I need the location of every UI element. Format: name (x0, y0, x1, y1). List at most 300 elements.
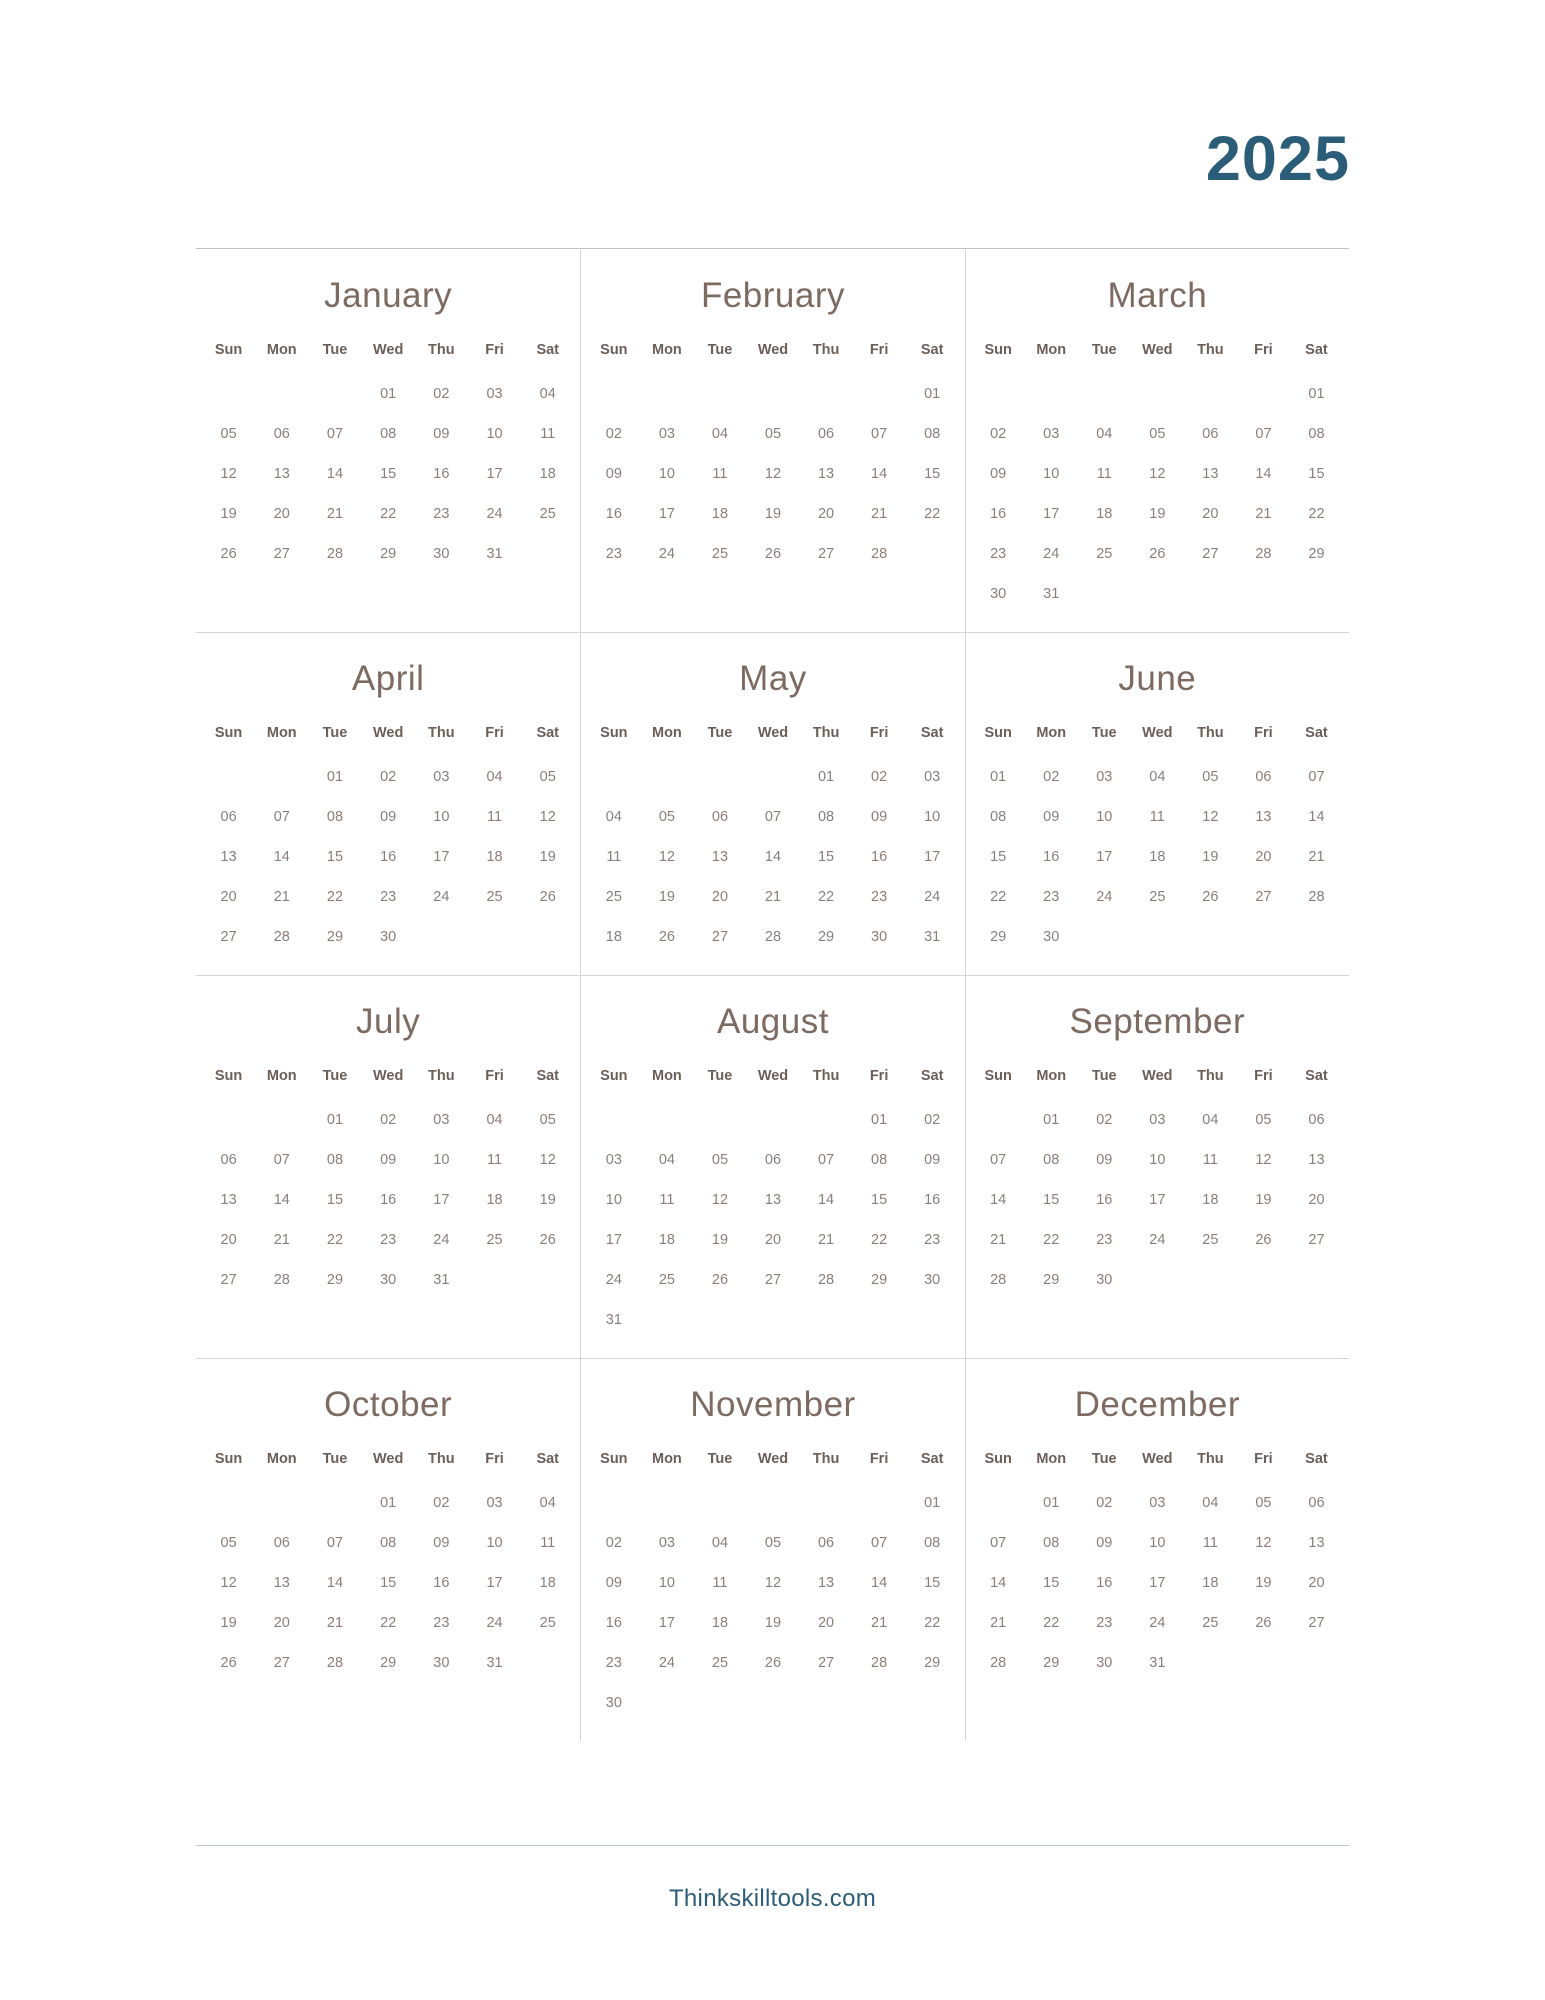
day-cell[interactable]: 22 (924, 506, 941, 522)
day-cell[interactable]: 28 (817, 1272, 835, 1288)
day-cell[interactable]: 09 (1096, 1152, 1113, 1168)
day-cell[interactable]: 19 (1255, 1575, 1272, 1591)
day-cell[interactable]: 29 (924, 1655, 941, 1671)
day-cell[interactable]: 30 (871, 929, 888, 945)
footer-link[interactable]: Thinkskilltools.com (668, 1885, 877, 1912)
day-cell[interactable]: 14 (871, 1575, 888, 1591)
day-cell[interactable]: 30 (1043, 929, 1060, 945)
day-cell[interactable]: 12 (1255, 1535, 1272, 1551)
day-cell[interactable]: 06 (220, 809, 237, 825)
day-cell[interactable]: 17 (433, 1192, 450, 1208)
day-cell[interactable]: 29 (380, 1655, 397, 1671)
day-cell[interactable]: 02 (433, 1495, 450, 1511)
day-cell[interactable]: 15 (380, 466, 397, 482)
day-cell[interactable]: 01 (1308, 386, 1325, 402)
day-cell[interactable]: 18 (1202, 1575, 1219, 1591)
day-cell[interactable]: 27 (817, 1655, 835, 1671)
day-cell[interactable]: 07 (871, 1535, 888, 1551)
day-cell[interactable]: 03 (1149, 1495, 1166, 1511)
day-cell[interactable]: 07 (817, 1152, 835, 1168)
day-cell[interactable]: 12 (1255, 1152, 1272, 1168)
day-cell[interactable]: 17 (486, 466, 503, 482)
day-cell[interactable]: 04 (605, 809, 622, 825)
day-cell[interactable]: 10 (1149, 1535, 1166, 1551)
day-cell[interactable]: 19 (1149, 506, 1166, 522)
day-cell[interactable]: 22 (817, 889, 835, 905)
day-cell[interactable]: 20 (817, 506, 835, 522)
day-cell[interactable]: 05 (1149, 426, 1166, 442)
day-cell[interactable]: 21 (273, 889, 290, 905)
day-cell[interactable]: 27 (1202, 546, 1219, 562)
day-cell[interactable]: 22 (990, 889, 1007, 905)
day-cell[interactable]: 26 (1149, 546, 1166, 562)
day-cell[interactable]: 25 (1202, 1615, 1219, 1631)
day-cell[interactable]: 26 (1255, 1232, 1272, 1248)
day-cell[interactable]: 12 (539, 1152, 556, 1168)
day-cell[interactable]: 21 (326, 506, 344, 522)
day-cell[interactable]: 01 (326, 1112, 344, 1128)
day-cell[interactable]: 25 (1096, 546, 1113, 562)
day-cell[interactable]: 01 (380, 386, 397, 402)
day-cell[interactable]: 20 (764, 1232, 782, 1248)
day-cell[interactable]: 18 (711, 1615, 729, 1631)
day-cell[interactable]: 29 (1308, 546, 1325, 562)
day-cell[interactable]: 27 (1255, 889, 1272, 905)
day-cell[interactable]: 01 (871, 1112, 888, 1128)
day-cell[interactable]: 07 (273, 809, 290, 825)
day-cell[interactable]: 06 (711, 809, 729, 825)
day-cell[interactable]: 19 (764, 1615, 782, 1631)
day-cell[interactable]: 16 (605, 1615, 622, 1631)
day-cell[interactable]: 20 (1202, 506, 1219, 522)
day-cell[interactable]: 12 (658, 849, 675, 865)
day-cell[interactable]: 26 (539, 1232, 556, 1248)
day-cell[interactable]: 31 (605, 1312, 622, 1328)
day-cell[interactable]: 05 (1202, 769, 1219, 785)
day-cell[interactable]: 12 (764, 1575, 782, 1591)
day-cell[interactable]: 24 (1149, 1232, 1166, 1248)
day-cell[interactable]: 16 (871, 849, 888, 865)
day-cell[interactable]: 30 (1096, 1272, 1113, 1288)
day-cell[interactable]: 13 (273, 466, 290, 482)
day-cell[interactable]: 27 (273, 1655, 290, 1671)
day-cell[interactable]: 11 (712, 1575, 728, 1591)
day-cell[interactable]: 25 (539, 1615, 556, 1631)
day-cell[interactable]: 16 (924, 1192, 941, 1208)
day-cell[interactable]: 21 (273, 1232, 290, 1248)
day-cell[interactable]: 04 (711, 1535, 729, 1551)
day-cell[interactable]: 18 (1149, 849, 1166, 865)
day-cell[interactable]: 24 (658, 546, 675, 562)
day-cell[interactable]: 13 (1202, 466, 1219, 482)
day-cell[interactable]: 09 (871, 809, 888, 825)
day-cell[interactable]: 04 (539, 386, 556, 402)
day-cell[interactable]: 03 (486, 386, 503, 402)
day-cell[interactable]: 15 (1308, 466, 1325, 482)
day-cell[interactable]: 04 (539, 1495, 556, 1511)
day-cell[interactable]: 04 (486, 769, 503, 785)
day-cell[interactable]: 06 (817, 426, 835, 442)
day-cell[interactable]: 16 (605, 506, 622, 522)
day-cell[interactable]: 25 (1202, 1232, 1219, 1248)
day-cell[interactable]: 03 (1043, 426, 1060, 442)
day-cell[interactable]: 05 (220, 1535, 237, 1551)
day-cell[interactable]: 28 (990, 1655, 1007, 1671)
day-cell[interactable]: 14 (817, 1192, 835, 1208)
day-cell[interactable]: 21 (871, 506, 888, 522)
day-cell[interactable]: 30 (924, 1272, 941, 1288)
day-cell[interactable]: 20 (273, 506, 290, 522)
day-cell[interactable]: 05 (1255, 1495, 1272, 1511)
day-cell[interactable]: 18 (486, 1192, 503, 1208)
day-cell[interactable]: 21 (817, 1232, 835, 1248)
day-cell[interactable]: 24 (924, 889, 941, 905)
day-cell[interactable]: 03 (1096, 769, 1113, 785)
day-cell[interactable]: 23 (1096, 1615, 1113, 1631)
day-cell[interactable]: 17 (1149, 1575, 1166, 1591)
day-cell[interactable]: 16 (380, 849, 397, 865)
day-cell[interactable]: 10 (658, 1575, 675, 1591)
day-cell[interactable]: 26 (539, 889, 556, 905)
day-cell[interactable]: 21 (990, 1615, 1007, 1631)
day-cell[interactable]: 08 (380, 426, 397, 442)
day-cell[interactable]: 10 (433, 809, 450, 825)
day-cell[interactable]: 05 (711, 1152, 729, 1168)
day-cell[interactable]: 06 (764, 1152, 782, 1168)
day-cell[interactable]: 30 (605, 1695, 622, 1711)
day-cell[interactable]: 03 (924, 769, 941, 785)
day-cell[interactable]: 27 (817, 546, 835, 562)
day-cell[interactable]: 19 (711, 1232, 729, 1248)
day-cell[interactable]: 08 (817, 809, 835, 825)
day-cell[interactable]: 18 (658, 1232, 675, 1248)
day-cell[interactable]: 09 (1096, 1535, 1113, 1551)
day-cell[interactable]: 14 (326, 1575, 344, 1591)
day-cell[interactable]: 22 (1043, 1615, 1060, 1631)
day-cell[interactable]: 06 (1308, 1112, 1325, 1128)
day-cell[interactable]: 21 (1308, 849, 1325, 865)
day-cell[interactable]: 25 (658, 1272, 675, 1288)
day-cell[interactable]: 15 (924, 1575, 941, 1591)
day-cell[interactable]: 05 (1255, 1112, 1272, 1128)
day-cell[interactable]: 26 (711, 1272, 729, 1288)
day-cell[interactable]: 06 (1255, 769, 1272, 785)
day-cell[interactable]: 27 (273, 546, 290, 562)
day-cell[interactable]: 12 (1202, 809, 1219, 825)
day-cell[interactable]: 27 (711, 929, 729, 945)
day-cell[interactable]: 18 (605, 929, 622, 945)
day-cell[interactable]: 05 (658, 809, 675, 825)
day-cell[interactable]: 23 (605, 546, 622, 562)
day-cell[interactable]: 21 (764, 889, 782, 905)
day-cell[interactable]: 28 (871, 1655, 888, 1671)
day-cell[interactable]: 15 (326, 1192, 344, 1208)
day-cell[interactable]: 31 (486, 546, 503, 562)
day-cell[interactable]: 23 (871, 889, 888, 905)
day-cell[interactable]: 03 (486, 1495, 503, 1511)
day-cell[interactable]: 30 (380, 929, 397, 945)
day-cell[interactable]: 26 (1202, 889, 1219, 905)
day-cell[interactable]: 16 (433, 466, 450, 482)
day-cell[interactable]: 23 (380, 889, 397, 905)
day-cell[interactable]: 24 (1043, 546, 1060, 562)
day-cell[interactable]: 10 (924, 809, 941, 825)
day-cell[interactable]: 11 (1096, 466, 1112, 482)
day-cell[interactable]: 11 (712, 466, 728, 482)
day-cell[interactable]: 02 (924, 1112, 941, 1128)
day-cell[interactable]: 22 (326, 1232, 344, 1248)
day-cell[interactable]: 10 (605, 1192, 622, 1208)
day-cell[interactable]: 08 (1043, 1152, 1060, 1168)
day-cell[interactable]: 09 (990, 466, 1007, 482)
day-cell[interactable]: 11 (659, 1192, 675, 1208)
day-cell[interactable]: 22 (1043, 1232, 1060, 1248)
day-cell[interactable]: 25 (486, 1232, 503, 1248)
day-cell[interactable]: 29 (1043, 1272, 1060, 1288)
day-cell[interactable]: 14 (273, 849, 290, 865)
day-cell[interactable]: 29 (1043, 1655, 1060, 1671)
day-cell[interactable]: 16 (380, 1192, 397, 1208)
day-cell[interactable]: 12 (220, 1575, 237, 1591)
day-cell[interactable]: 16 (1096, 1192, 1113, 1208)
day-cell[interactable]: 09 (605, 1575, 622, 1591)
day-cell[interactable]: 10 (433, 1152, 450, 1168)
day-cell[interactable]: 08 (990, 809, 1007, 825)
day-cell[interactable]: 29 (326, 929, 344, 945)
day-cell[interactable]: 11 (487, 1152, 503, 1168)
day-cell[interactable]: 13 (1308, 1535, 1325, 1551)
day-cell[interactable]: 04 (1202, 1495, 1219, 1511)
day-cell[interactable]: 18 (539, 1575, 556, 1591)
day-cell[interactable]: 30 (433, 546, 450, 562)
day-cell[interactable]: 09 (1043, 809, 1060, 825)
day-cell[interactable]: 02 (380, 769, 397, 785)
day-cell[interactable]: 22 (1308, 506, 1325, 522)
day-cell[interactable]: 13 (764, 1192, 782, 1208)
day-cell[interactable]: 19 (220, 506, 237, 522)
day-cell[interactable]: 10 (1096, 809, 1113, 825)
day-cell[interactable]: 12 (764, 466, 782, 482)
day-cell[interactable]: 21 (871, 1615, 888, 1631)
day-cell[interactable]: 23 (990, 546, 1007, 562)
day-cell[interactable]: 07 (990, 1535, 1007, 1551)
day-cell[interactable]: 19 (539, 1192, 556, 1208)
day-cell[interactable]: 10 (1149, 1152, 1166, 1168)
day-cell[interactable]: 04 (711, 426, 729, 442)
day-cell[interactable]: 06 (1308, 1495, 1325, 1511)
day-cell[interactable]: 05 (539, 769, 556, 785)
day-cell[interactable]: 18 (711, 506, 729, 522)
day-cell[interactable]: 01 (1043, 1495, 1060, 1511)
day-cell[interactable]: 17 (1149, 1192, 1166, 1208)
day-cell[interactable]: 28 (273, 1272, 290, 1288)
day-cell[interactable]: 21 (326, 1615, 344, 1631)
day-cell[interactable]: 15 (1043, 1192, 1060, 1208)
day-cell[interactable]: 31 (1149, 1655, 1166, 1671)
day-cell[interactable]: 14 (326, 466, 344, 482)
day-cell[interactable]: 30 (380, 1272, 397, 1288)
day-cell[interactable]: 02 (1096, 1112, 1113, 1128)
day-cell[interactable]: 03 (658, 426, 675, 442)
day-cell[interactable]: 09 (605, 466, 622, 482)
day-cell[interactable]: 09 (924, 1152, 941, 1168)
day-cell[interactable]: 12 (220, 466, 237, 482)
day-cell[interactable]: 05 (539, 1112, 556, 1128)
day-cell[interactable]: 13 (711, 849, 729, 865)
day-cell[interactable]: 08 (924, 1535, 941, 1551)
day-cell[interactable]: 05 (764, 1535, 782, 1551)
day-cell[interactable]: 17 (605, 1232, 622, 1248)
day-cell[interactable]: 25 (486, 889, 503, 905)
day-cell[interactable]: 07 (764, 809, 782, 825)
day-cell[interactable]: 02 (433, 386, 450, 402)
day-cell[interactable]: 24 (486, 506, 503, 522)
day-cell[interactable]: 24 (658, 1655, 675, 1671)
day-cell[interactable]: 23 (924, 1232, 941, 1248)
day-cell[interactable]: 14 (1308, 809, 1325, 825)
day-cell[interactable]: 25 (1149, 889, 1166, 905)
day-cell[interactable]: 27 (1308, 1615, 1325, 1631)
day-cell[interactable]: 01 (326, 769, 344, 785)
day-cell[interactable]: 13 (817, 466, 835, 482)
day-cell[interactable]: 13 (273, 1575, 290, 1591)
day-cell[interactable]: 15 (990, 849, 1007, 865)
day-cell[interactable]: 01 (817, 769, 835, 785)
day-cell[interactable]: 04 (658, 1152, 675, 1168)
day-cell[interactable]: 28 (871, 546, 888, 562)
day-cell[interactable]: 03 (605, 1152, 622, 1168)
day-cell[interactable]: 16 (1096, 1575, 1113, 1591)
day-cell[interactable]: 10 (1043, 466, 1060, 482)
day-cell[interactable]: 22 (380, 1615, 397, 1631)
day-cell[interactable]: 26 (1255, 1615, 1272, 1631)
day-cell[interactable]: 18 (539, 466, 556, 482)
day-cell[interactable]: 22 (924, 1615, 941, 1631)
day-cell[interactable]: 28 (764, 929, 782, 945)
day-cell[interactable]: 18 (1096, 506, 1113, 522)
day-cell[interactable]: 13 (1308, 1152, 1325, 1168)
day-cell[interactable]: 01 (380, 1495, 397, 1511)
day-cell[interactable]: 01 (1043, 1112, 1060, 1128)
day-cell[interactable]: 01 (990, 769, 1007, 785)
day-cell[interactable]: 12 (539, 809, 556, 825)
day-cell[interactable]: 17 (1043, 506, 1060, 522)
day-cell[interactable]: 02 (990, 426, 1007, 442)
day-cell[interactable]: 10 (658, 466, 675, 482)
day-cell[interactable]: 26 (220, 1655, 237, 1671)
day-cell[interactable]: 12 (1149, 466, 1166, 482)
day-cell[interactable]: 08 (871, 1152, 888, 1168)
day-cell[interactable]: 26 (764, 546, 782, 562)
day-cell[interactable]: 10 (486, 426, 503, 442)
day-cell[interactable]: 09 (433, 1535, 450, 1551)
day-cell[interactable]: 29 (871, 1272, 888, 1288)
day-cell[interactable]: 25 (711, 546, 729, 562)
day-cell[interactable]: 08 (1308, 426, 1325, 442)
day-cell[interactable]: 14 (273, 1192, 290, 1208)
day-cell[interactable]: 05 (764, 426, 782, 442)
day-cell[interactable]: 28 (1255, 546, 1272, 562)
day-cell[interactable]: 20 (817, 1615, 835, 1631)
day-cell[interactable]: 06 (817, 1535, 835, 1551)
day-cell[interactable]: 19 (220, 1615, 237, 1631)
day-cell[interactable]: 31 (1043, 586, 1060, 602)
day-cell[interactable]: 04 (1096, 426, 1113, 442)
day-cell[interactable]: 02 (380, 1112, 397, 1128)
day-cell[interactable]: 17 (658, 1615, 675, 1631)
day-cell[interactable]: 06 (273, 1535, 290, 1551)
day-cell[interactable]: 23 (380, 1232, 397, 1248)
day-cell[interactable]: 20 (711, 889, 729, 905)
day-cell[interactable]: 25 (539, 506, 556, 522)
day-cell[interactable]: 16 (433, 1575, 450, 1591)
day-cell[interactable]: 25 (605, 889, 622, 905)
day-cell[interactable]: 04 (1149, 769, 1166, 785)
day-cell[interactable]: 03 (433, 769, 450, 785)
day-cell[interactable]: 01 (924, 386, 941, 402)
day-cell[interactable]: 14 (764, 849, 782, 865)
day-cell[interactable]: 23 (605, 1655, 622, 1671)
day-cell[interactable]: 14 (990, 1192, 1007, 1208)
day-cell[interactable]: 07 (1255, 426, 1272, 442)
day-cell[interactable]: 20 (220, 1232, 237, 1248)
day-cell[interactable]: 30 (433, 1655, 450, 1671)
day-cell[interactable]: 19 (658, 889, 675, 905)
day-cell[interactable]: 21 (1255, 506, 1272, 522)
day-cell[interactable]: 26 (764, 1655, 782, 1671)
day-cell[interactable]: 28 (990, 1272, 1007, 1288)
day-cell[interactable]: 30 (990, 586, 1007, 602)
day-cell[interactable]: 28 (273, 929, 290, 945)
day-cell[interactable]: 17 (658, 506, 675, 522)
day-cell[interactable]: 17 (433, 849, 450, 865)
day-cell[interactable]: 24 (605, 1272, 622, 1288)
day-cell[interactable]: 26 (220, 546, 237, 562)
day-cell[interactable]: 08 (1043, 1535, 1060, 1551)
day-cell[interactable]: 27 (764, 1272, 782, 1288)
day-cell[interactable]: 17 (486, 1575, 503, 1591)
day-cell[interactable]: 25 (711, 1655, 729, 1671)
day-cell[interactable]: 09 (380, 809, 397, 825)
day-cell[interactable]: 27 (220, 929, 237, 945)
day-cell[interactable]: 08 (326, 1152, 344, 1168)
day-cell[interactable]: 11 (1202, 1535, 1218, 1551)
day-cell[interactable]: 13 (220, 1192, 237, 1208)
day-cell[interactable]: 31 (924, 929, 941, 945)
day-cell[interactable]: 04 (486, 1112, 503, 1128)
day-cell[interactable]: 02 (605, 426, 622, 442)
day-cell[interactable]: 23 (433, 1615, 450, 1631)
day-cell[interactable]: 14 (1255, 466, 1272, 482)
day-cell[interactable]: 14 (990, 1575, 1007, 1591)
day-cell[interactable]: 15 (380, 1575, 397, 1591)
day-cell[interactable]: 22 (326, 889, 344, 905)
day-cell[interactable]: 11 (540, 1535, 556, 1551)
day-cell[interactable]: 29 (326, 1272, 344, 1288)
day-cell[interactable]: 02 (1043, 769, 1060, 785)
day-cell[interactable]: 18 (486, 849, 503, 865)
day-cell[interactable]: 22 (380, 506, 397, 522)
day-cell[interactable]: 31 (486, 1655, 503, 1671)
day-cell[interactable]: 06 (220, 1152, 237, 1168)
day-cell[interactable]: 11 (1202, 1152, 1218, 1168)
day-cell[interactable]: 19 (764, 506, 782, 522)
day-cell[interactable]: 17 (1096, 849, 1113, 865)
day-cell[interactable]: 07 (990, 1152, 1007, 1168)
day-cell[interactable]: 20 (1255, 849, 1272, 865)
day-cell[interactable]: 16 (990, 506, 1007, 522)
day-cell[interactable]: 02 (1096, 1495, 1113, 1511)
